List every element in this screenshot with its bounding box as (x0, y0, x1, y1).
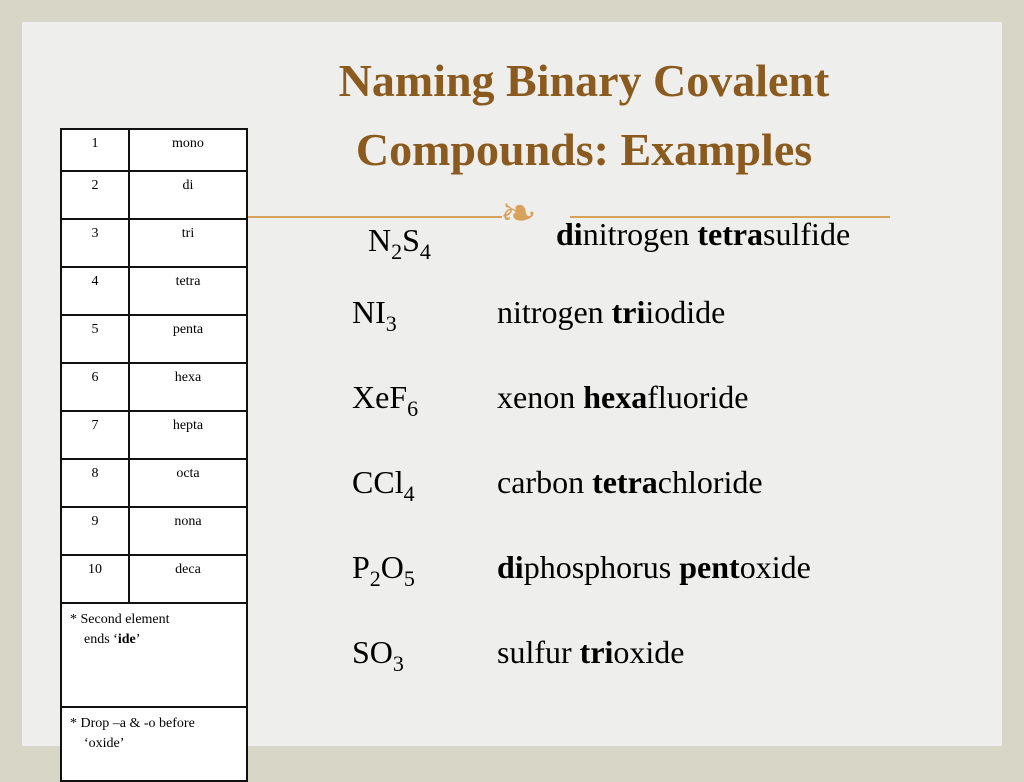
formula (352, 549, 415, 591)
name-prefix: hexa (583, 379, 648, 415)
formula-part: NI (352, 294, 386, 330)
table-row (61, 603, 247, 707)
name-prefix: tri (579, 634, 614, 670)
table-cell-prefix: mono (129, 129, 247, 171)
table-row (61, 411, 247, 459)
formula-subscript: 4 (403, 481, 415, 506)
formula-part: P (352, 549, 370, 585)
formula-subscript: 3 (385, 311, 397, 336)
table-cell-number: 4 (61, 267, 129, 315)
table-cell-prefix: di (129, 171, 247, 219)
note-text (70, 630, 240, 650)
title-line-1: Naming Binary Covalent (338, 55, 830, 106)
formula (352, 634, 404, 676)
formula (352, 464, 415, 506)
compound-name (497, 294, 725, 331)
table-cell-prefix: tetra (129, 267, 247, 315)
formula-part: N (368, 222, 392, 258)
note-text: * Drop –a & -o before (70, 716, 195, 731)
slide (22, 22, 1002, 752)
name-part: sulfide (763, 216, 851, 252)
formula (368, 222, 431, 264)
note-text-bold: ide (117, 632, 136, 648)
name-prefix: tetra (697, 216, 764, 252)
table-row (61, 171, 247, 219)
name-prefix: pent (679, 549, 740, 585)
compound-name (497, 634, 685, 671)
formula (352, 379, 419, 421)
name-part: xenon (497, 379, 584, 415)
table-cell-prefix: deca (129, 555, 247, 603)
slide-title (274, 46, 894, 184)
flourish-icon: ❧ (500, 188, 537, 239)
title-line-2: Compounds: Examples (355, 124, 813, 175)
name-part: fluoride (647, 379, 749, 415)
name-part: nitrogen (497, 294, 612, 330)
formula-subscript: 6 (407, 396, 419, 421)
name-part: carbon (497, 464, 593, 500)
name-part: nitrogen (582, 216, 698, 252)
table-cell-number: 9 (61, 507, 129, 555)
table-cell-number: 1 (61, 129, 129, 171)
compound-name (497, 549, 811, 586)
prefix-table (60, 128, 248, 782)
table-cell-number: 6 (61, 363, 129, 411)
name-part: phosphorus (523, 549, 680, 585)
name-part: iodide (645, 294, 726, 330)
name-part: oxide (739, 549, 811, 585)
table-row (61, 315, 247, 363)
formula-subscript: 2 (369, 566, 381, 591)
table-row (61, 363, 247, 411)
table-row (61, 707, 247, 781)
table-row (61, 129, 247, 171)
table-row (61, 459, 247, 507)
table-cell-number: 8 (61, 459, 129, 507)
table-cell-prefix: hexa (129, 363, 247, 411)
name-part: oxide (613, 634, 685, 670)
table-cell-prefix: penta (129, 315, 247, 363)
table-cell-prefix: nona (129, 507, 247, 555)
note-text: * Second element (70, 612, 170, 627)
note-text-part: ends ‘ (84, 632, 118, 648)
formula-part: CCl (352, 464, 404, 500)
compound-name (497, 464, 763, 501)
formula-part: S (402, 222, 420, 258)
table-row (61, 507, 247, 555)
table-cell-number: 10 (61, 555, 129, 603)
table-note-oxide (61, 707, 247, 781)
table-cell-prefix: octa (129, 459, 247, 507)
formula-subscript: 3 (392, 651, 404, 676)
name-prefix: tri (611, 294, 646, 330)
table-cell-number: 5 (61, 315, 129, 363)
name-prefix: di (556, 216, 583, 252)
table-cell-number: 7 (61, 411, 129, 459)
formula (352, 294, 397, 336)
formula-subscript: 2 (391, 239, 403, 264)
table-cell-number: 2 (61, 171, 129, 219)
formula-subscript: 5 (403, 566, 415, 591)
table-row (61, 219, 247, 267)
note-text-part: ’ (135, 632, 141, 648)
formula-part: SO (352, 634, 393, 670)
compound-name (497, 379, 749, 416)
name-prefix: di (497, 549, 524, 585)
compound-name (556, 216, 850, 253)
table-row (61, 267, 247, 315)
formula-part: O (380, 549, 404, 585)
table-cell-number: 3 (61, 219, 129, 267)
note-text: ‘oxide’ (84, 736, 125, 752)
formula-part: XeF (352, 379, 408, 415)
name-prefix: tetra (592, 464, 658, 500)
name-part: sulfur (497, 634, 580, 670)
table-cell-prefix: tri (129, 219, 247, 267)
table-cell-prefix: hepta (129, 411, 247, 459)
name-part: chloride (657, 464, 763, 500)
table-note-ide (61, 603, 247, 707)
formula-subscript: 4 (419, 239, 431, 264)
table-row (61, 555, 247, 603)
